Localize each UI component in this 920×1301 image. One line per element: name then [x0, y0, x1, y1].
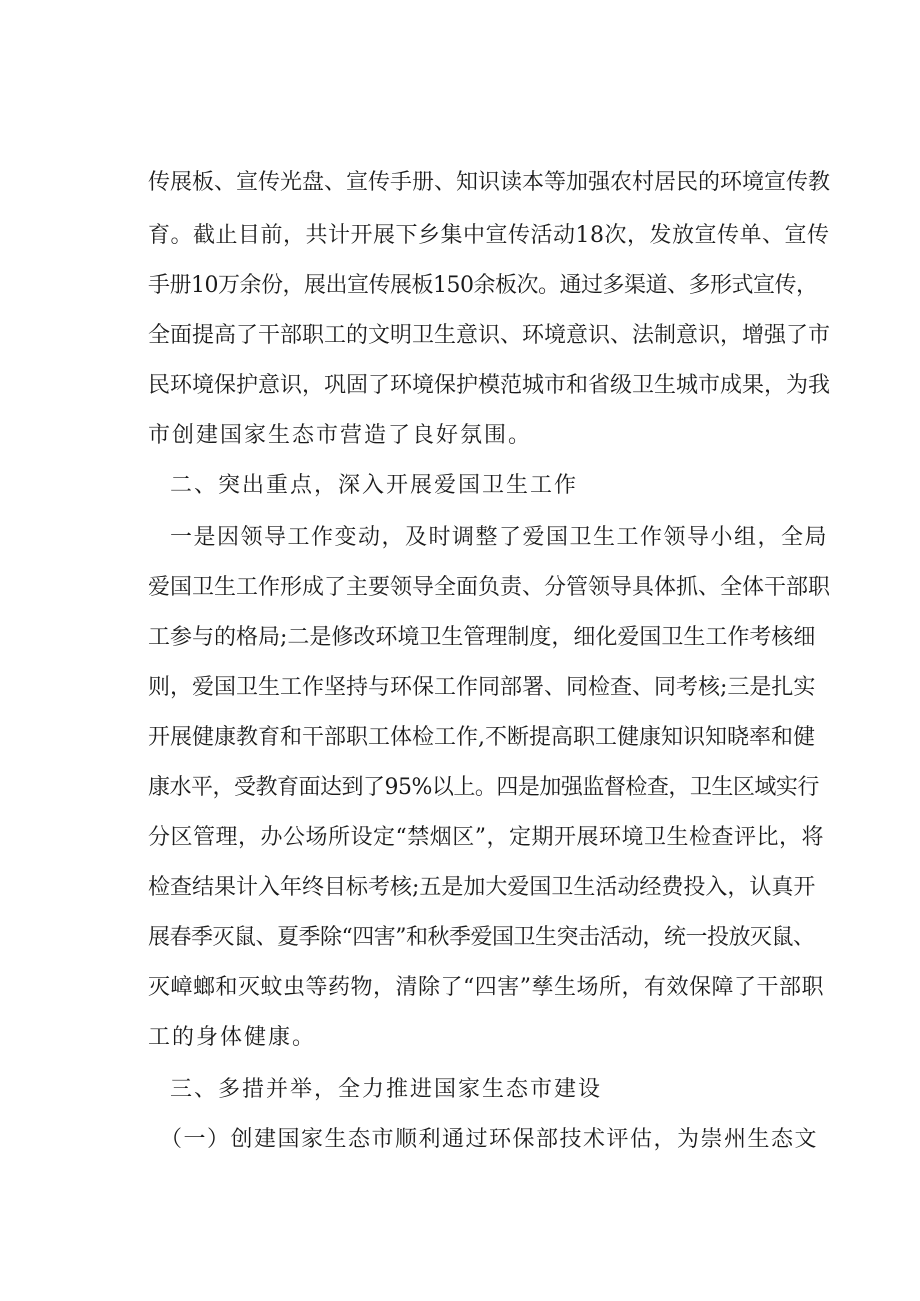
paragraph-line: 展春季灭鼠、夏季除“四害”和秋季爱国卫生突击活动，统一投放灭鼠、 [148, 925, 815, 950]
paragraph-line: 检查结果计入年终目标考核;五是加大爱国卫生活动经费投入，认真开 [148, 875, 816, 900]
paragraph-line: 开展健康教育和干部职工体检工作,不断提高职工健康知识知晓率和健 [148, 725, 815, 750]
paragraph-line: 育。截止目前，共计开展下乡集中宣传活动18次，发放宣传单、宣传 [148, 223, 830, 248]
paragraph-line: 全面提高了干部职工的文明卫生意识、环境意识、法制意识，增强了市 [148, 323, 831, 348]
paragraph-line: 传展板、宣传光盘、宣传手册、知识读本等加强农村居民的环境宣传教 [148, 170, 831, 195]
paragraph-line: 工参与的格局;二是修改环境卫生管理制度，细化爱国卫生工作考核细 [148, 625, 816, 650]
paragraph-line: 分区管理，办公场所设定“禁烟区”，定期开展环境卫生检查评比，将 [148, 825, 824, 850]
paragraph-line: 一是因领导工作变动，及时调整了爱国卫生工作领导小组，全局 [170, 525, 829, 550]
paragraph-line: 民环境保护意识，巩固了环境保护模范城市和省级卫生城市成果，为我 [148, 373, 831, 398]
paragraph-line: （一）创建国家生态市顺利通过环保部技术评估，为崇州生态文 [160, 1127, 819, 1152]
paragraph-line: 手册10万余份，展出宣传展板150余板次。通过多渠道、多形式宣传， [148, 273, 818, 298]
paragraph-line: 工的身体健康。 [148, 1025, 317, 1050]
paragraph-line: 则，爱国卫生工作坚持与环保工作同部署、同检查、同考核;三是扎实 [148, 675, 816, 700]
paragraph-line: 市创建国家生态市营造了良好氛围。 [148, 423, 533, 448]
paragraph-line: 爱国卫生工作形成了主要领导全面负责、分管领导具体抓、全体干部职 [148, 575, 831, 600]
paragraph-line: 灭嶂螂和灭蚊虫等药物，清除了“四害”孳生场所，有效保障了干部职 [148, 975, 824, 1000]
section-heading: 二、突出重点，深入开展爱国卫生工作 [170, 473, 579, 498]
section-heading: 三、多措并举，全力推进国家生态市建设 [170, 1077, 603, 1102]
paragraph-line: 康水平，受教育面达到了95%以上。四是加强监督检查，卫生区域实行 [148, 775, 819, 800]
